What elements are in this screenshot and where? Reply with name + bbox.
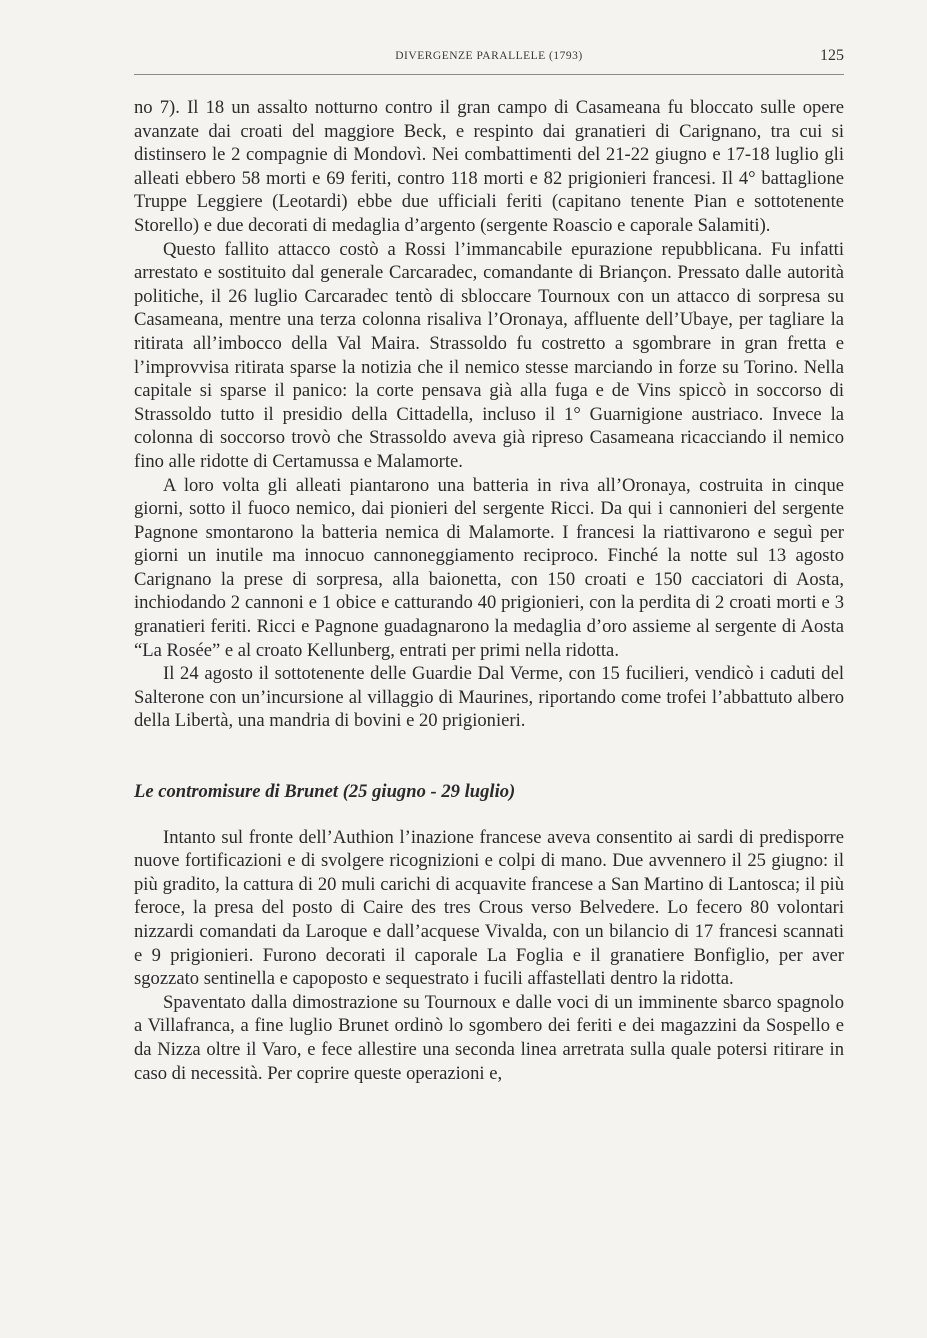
paragraph: Questo fallito attacco costò a Rossi l’immancabile epurazione repubblicana. Fu infatti arrestato e sostituito dal generale Carcaradec, comandante di Briançon. Pressato dalle autorità politiche, il 26 luglio Carcaradec tentò di sbloccare Tournoux con un attacco di sorpresa su Casameana, mentre una terza colonna risaliva l’Oronaya, affluente dell’Ubaye, per tagliare la ritirata all’imbocco della Val Maira. Strassoldo fu costretto a sgombrare in gran fretta e l’improvvisa ritirata sparse la notizia che il nemico stesse marciando in forze su Torino. Nella capitale si sparse il panico: la corte pensava già alla fuga e de Vins spiccò in soccorso di Strassoldo tutto il presidio della Cittadella, incluso il 1° Guarnigione austriaco. Invece la colonna di soccorso trovò che Strassoldo aveva già ripreso Casameana ricacciando il nemico fino alle ridotte di Certamussa e Malamorte. [134, 238, 844, 472]
paragraph: A loro volta gli alleati piantarono una batteria in riva all’Oronaya, costruita in cinque giorni, sotto il fuoco nemico, dai pionieri del sergente Ricci. Da qui i cannonieri del sergente Pagnone smontarono la batteria nemica di Malamorte. I francesi la riattivarono e seguì per giorni un inutile ma innocuo cannoneggiamento reciproco. Finché la notte sul 13 agosto Carignano la prese di sorpresa, alla baionetta, con 150 croati e 150 cacciatori di Aosta, inchiodando 2 cannoni e 1 obice e catturando 40 prigionieri, con la perdita di 2 croati morti e 3 granatieri feriti. Ricci e Pagnone guadagnarono la medaglia d’oro assieme al sergente di Aosta “La Rosée” e al croato Kellunberg, entrati per primi nella ridotta. [134, 474, 844, 661]
section-spacer [134, 804, 844, 826]
section-spacer [134, 733, 844, 780]
body-text [134, 96, 844, 1085]
paragraph: Spaventato dalla dimostrazione su Tournoux e dalle voci di un imminente sbarco spagnolo a Villafranca, a fine luglio Brunet ordinò lo sgombero dei feriti e dei magazzini da Sospello e da Nizza oltre il Varo, e fece allestire una seconda linea arretrata sulla quale potersi ritirare in caso di necessità. Per coprire queste operazioni e, [134, 991, 844, 1084]
paragraph: no 7). Il 18 un assalto notturno contro il gran campo di Casameana fu bloccato sulle opere avanzate dai croati del maggiore Beck, e respinto dai granatieri di Carignano, tra cui si distinsero le 2 compagnie di Mondovì. Nei combattimenti del 21-22 giugno e 17-18 luglio gli alleati ebbero 58 morti e 69 feriti, contro 118 morti e 82 prigionieri francesi. Il 4° battaglione Truppe Leggiere (Leotardi) ebbe due ufficiali feriti (capitano tenente Pian e sottotenente Storello) e due decorati di medaglia d’argento (sergente Roascio e caporale Salamiti). [134, 97, 844, 236]
running-title: DIVERGENZE PARALLELE (1793) [395, 50, 583, 62]
page-number: 125 [820, 47, 844, 64]
section-heading: Le contromisure di Brunet (25 giugno - 29 luglio) [134, 781, 516, 803]
running-header [134, 44, 844, 75]
paragraph: Il 24 agosto il sottotenente delle Guardie Dal Verme, con 15 fucilieri, vendicò i caduti del Salterone con un’incursione al villaggio di Maurines, riportando come trofei l’abbattuto albero della Libertà, una mandria di bovini e 20 prigionieri. [134, 663, 844, 732]
paragraph: Intanto sul fronte dell’Authion l’inazione francese aveva consentito ai sardi di predisporre nuove fortificazioni e di svolgere ricognizioni e colpi di mano. Due avvennero il 25 giugno: il più gradito, la cattura di 20 muli carichi di acquavite francese a San Martino di Lantosca; il più feroce, la presa del posto di Caire des tres Crous verso Belvedere. Lo fecero 80 volontari nizzardi comandati da Laroque e dall’acquese Vivalda, con un bilancio di 17 francesi scannati e 9 prigionieri. Furono decorati il caporale La Foglia e il granatiere Bonfiglio, per aver sgozzato sentinella e capoposto e sequestrato i fucili affastellati dentro la ridotta. [134, 826, 844, 990]
